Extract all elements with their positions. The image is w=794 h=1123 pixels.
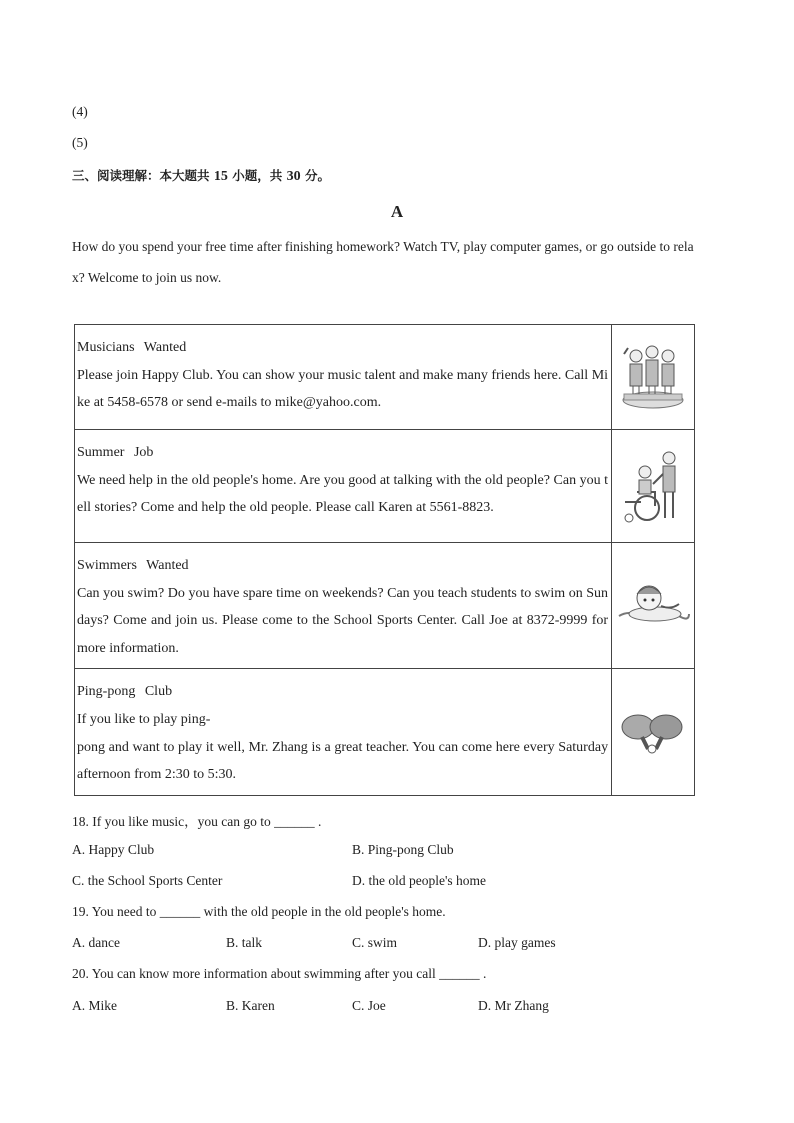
option-b[interactable]: B. Ping-pong Club [352, 842, 454, 857]
ad-body: Please join Happy Club. You can show your music talent and make many friends here. Call Mike at 5458-6578 or send e-mails to mike@yahoo.com. [77, 367, 609, 411]
ping-pong-icon [618, 709, 688, 755]
ad-title: Ping-pong Club [77, 684, 173, 700]
ad-row-ping-pong [75, 669, 695, 795]
question-20: 20. You can know more information about swimming after you call ______ . [72, 966, 487, 981]
question-19: 19. You need to ______ with the old people in the old people's home. [72, 904, 446, 919]
ad-text [75, 543, 612, 669]
section-mid: 小题，共 [232, 168, 283, 183]
ad-body: We need help in the old people's home. Are you good at talking with the old people? Can you tell stories? Come and help the old people. Please call Karen at 5561-8823. [77, 472, 609, 516]
ad-text [75, 430, 612, 543]
intro-line-2: x? Welcome to join us now. [72, 270, 222, 285]
ad-picture [612, 543, 695, 669]
option-d[interactable]: D. play games [478, 935, 556, 950]
ad-title: Summer Job [77, 445, 154, 460]
option-d[interactable]: D. Mr Zhang [478, 998, 549, 1013]
section-suffix: 分。 [304, 168, 330, 183]
question-18: 18. If you like music，you can go to ______ . [72, 814, 322, 829]
option-d[interactable]: D. the old people's home [352, 873, 487, 888]
intro-line-1: How do you spend your free time after finishing homework? Watch TV, play computer games, or go outside to rela [72, 239, 694, 254]
option-c[interactable]: C. swim [352, 935, 398, 950]
option-a[interactable]: A. Mike [72, 998, 117, 1013]
section-score: 30 [286, 169, 301, 184]
ad-body: Can you swim? Do you have spare time on weekends? Can you teach students to swim on Sundays? Come and join us. Please come to the School Sports Center. Call Joe at 8372-9999 for more information. [77, 585, 609, 656]
option-a[interactable]: A. Happy Club [72, 842, 155, 857]
ad-row-musicians [75, 325, 695, 430]
ad-text [75, 669, 612, 795]
ad-title: Musicians Wanted [77, 340, 187, 355]
musicians-icon [616, 342, 690, 412]
ad-title: Swimmers Wanted [77, 558, 189, 573]
item-4-label: (4) [72, 104, 88, 119]
option-a[interactable]: A. dance [72, 935, 120, 950]
section-count: 15 [213, 169, 228, 184]
ad-body: If you like to play ping- [77, 711, 211, 727]
ad-row-summer-job [75, 430, 695, 543]
ad-body: pong and want to play it well, Mr. Zhang is a great teacher. You can come here every Saturday afternoon from 2:30 to 5:30. [77, 739, 609, 783]
item-5-label: (5) [72, 135, 88, 150]
ad-picture [612, 325, 695, 430]
option-b[interactable]: B. talk [226, 935, 262, 950]
ad-picture [612, 669, 695, 795]
option-b[interactable]: B. Karen [226, 998, 275, 1013]
passage-heading: A [390, 202, 404, 221]
swimmer-icon [615, 576, 691, 636]
option-c[interactable]: C. the School Sports Center [72, 873, 223, 888]
option-c[interactable]: C. Joe [352, 998, 386, 1013]
section-prefix: 三、阅读理解：本大题共 [72, 168, 210, 183]
ad-text [75, 325, 612, 430]
section-heading [72, 166, 330, 185]
ad-row-swimmers [75, 543, 695, 669]
ad-picture [612, 430, 695, 543]
wheelchair-icon [619, 446, 687, 526]
ads-table [74, 324, 695, 796]
